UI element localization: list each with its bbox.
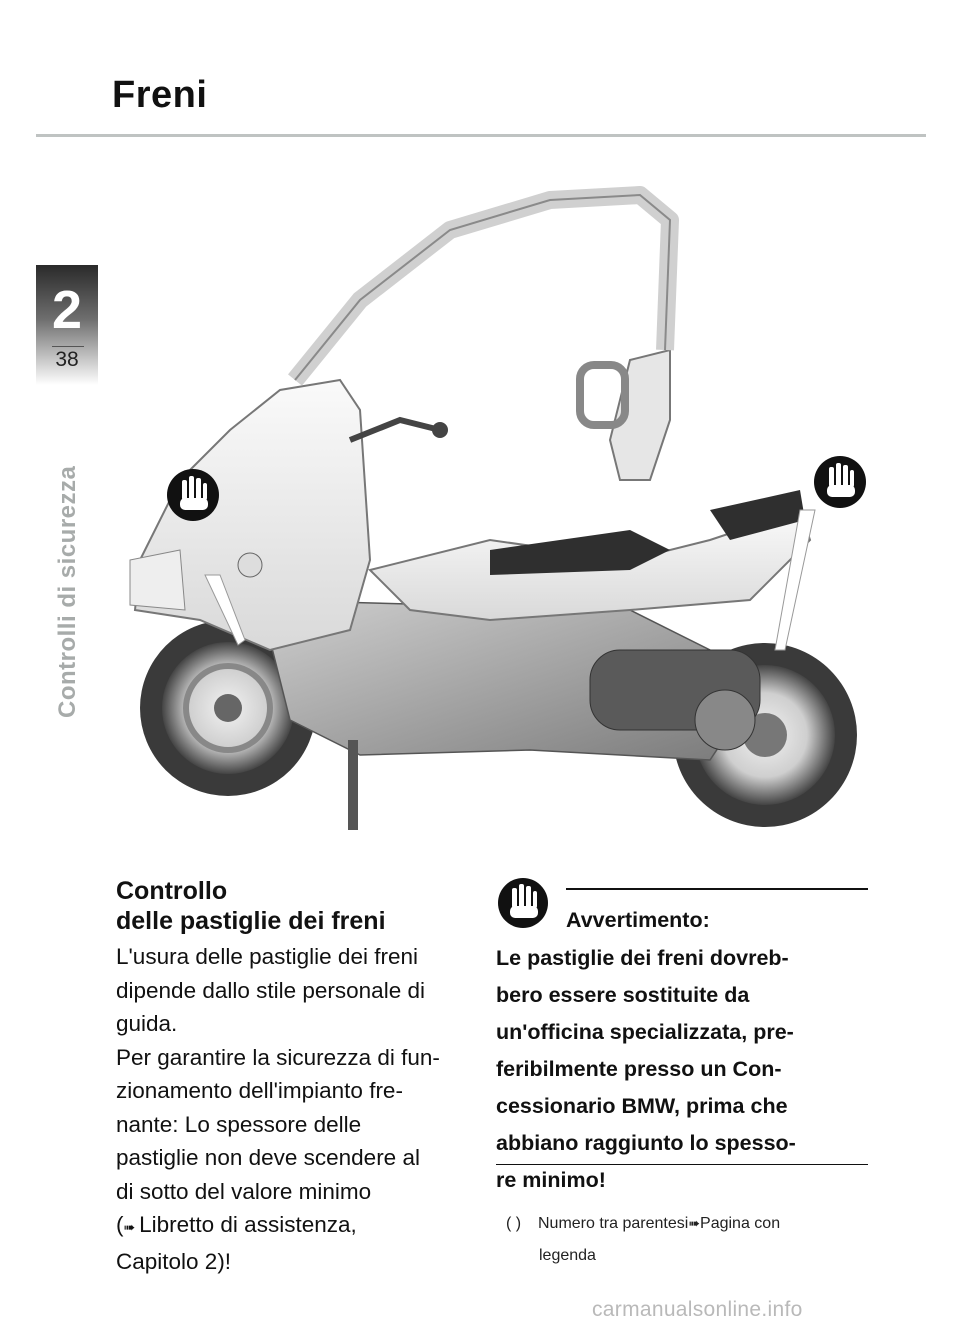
hand-stop-icon xyxy=(814,456,866,508)
body-line: Per garantire la sicurezza di fun- xyxy=(116,1044,440,1070)
legend-text-before: Numero tra parentesi xyxy=(538,1215,689,1232)
warning-line: abbiano raggiunto lo spesso- xyxy=(496,1131,796,1155)
legend-text-after: Pagina con xyxy=(700,1215,781,1232)
title-divider xyxy=(36,134,926,137)
body-line: zionamento dell'impianto fre- xyxy=(116,1078,403,1103)
body-text xyxy=(116,940,478,1278)
body-line: nante: Lo spessore delle xyxy=(116,1111,362,1137)
chapter-number: 2 xyxy=(51,280,83,340)
brake-pad-section xyxy=(116,876,478,1278)
watermark: carmanualsonline.info xyxy=(592,1298,803,1321)
heading-line-1: Controllo xyxy=(116,877,228,905)
arrow-right-icon: ➠ xyxy=(123,1219,140,1235)
scooter-illustration xyxy=(110,180,890,870)
heading-line-2: delle pastiglie dei freni xyxy=(116,907,386,935)
body-line: pastiglie non deve scendere al xyxy=(116,1145,420,1170)
legend-note xyxy=(506,1207,866,1272)
warning-line: re minimo! xyxy=(496,1168,606,1192)
section-title-vertical: Controlli di sicurezza xyxy=(54,465,81,718)
warning-line: Le pastiglie dei freni dovreb- xyxy=(496,946,789,970)
legend-paren: ( ) xyxy=(506,1215,522,1232)
ref-text: Libretto di assistenza, xyxy=(139,1212,357,1237)
section-heading xyxy=(116,876,478,936)
hand-stop-icon xyxy=(496,876,550,930)
ref-paren: ( xyxy=(116,1212,124,1237)
body-line: Capitolo 2)! xyxy=(116,1248,232,1274)
hand-stop-icon xyxy=(167,469,219,521)
legend-line-1 xyxy=(506,1207,866,1240)
chapter-divider xyxy=(52,346,84,347)
warning-line: bero essere sostituite da xyxy=(496,983,750,1007)
page-title: Freni xyxy=(112,74,208,116)
warning-title: Avvertimento: xyxy=(566,908,710,932)
page-number: 38 xyxy=(55,348,79,371)
chapter-tab xyxy=(36,265,98,385)
arrow-right-icon: ➠ xyxy=(688,1215,701,1231)
body-line-reference xyxy=(116,1208,478,1245)
warning-top-rule xyxy=(566,888,868,890)
warning-line: feribilmente presso un Con- xyxy=(496,1057,782,1081)
body-line: di sotto del valore minimo xyxy=(116,1178,372,1204)
body-line: dipende dallo stile personale di xyxy=(116,977,425,1003)
warning-line: cessionario BMW, prima che xyxy=(496,1094,788,1118)
body-line: guida. xyxy=(116,1011,178,1036)
warning-text xyxy=(496,940,868,1199)
legend-line-2: legenda xyxy=(539,1247,596,1264)
body-line: L'usura delle pastiglie dei freni xyxy=(116,944,418,969)
warning-bottom-rule xyxy=(496,1164,868,1165)
warning-line: un'officina specializzata, pre- xyxy=(496,1020,794,1044)
